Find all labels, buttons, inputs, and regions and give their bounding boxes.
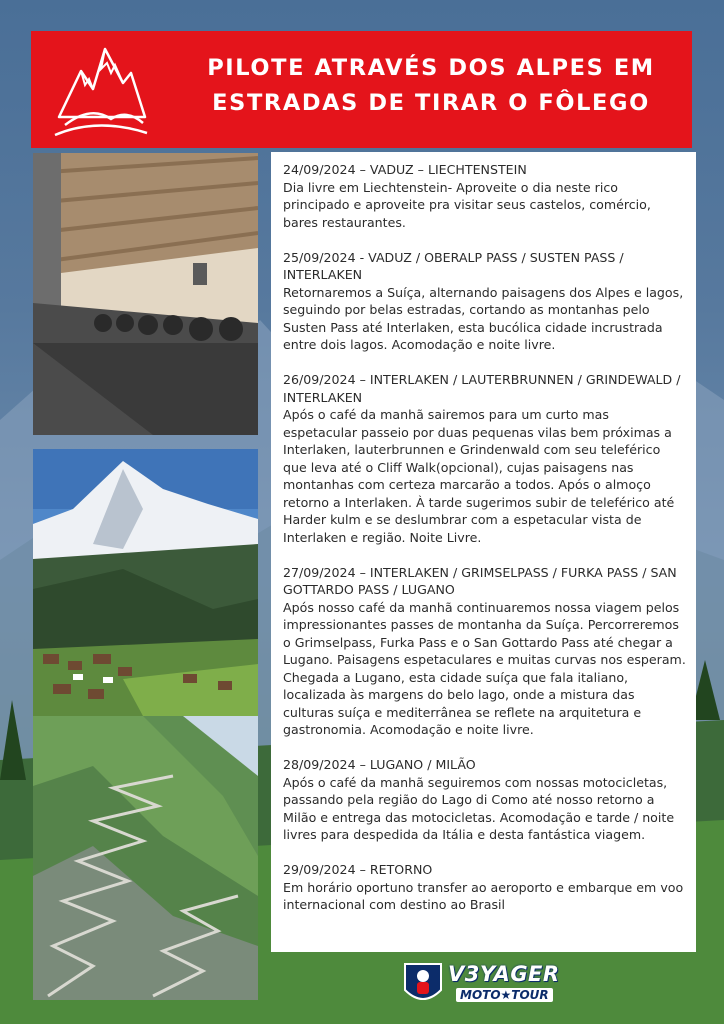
title-line-2: ESTRADAS DE TIRAR O FÔLEGO bbox=[212, 90, 650, 116]
mountain-icon bbox=[51, 39, 151, 139]
day-description: Após nosso café da manhã continuaremos nossa viagem pelos impressionantes passes de montanha da Suíça. Percorreremos o Grimselpass, Furka Pass e o San Gottardo Pass até chegar a Lugano. Paisagens espetaculares e muitas curvas nos esperam. Chegada a Lugano, esta cidade suíça que fala italiano, localizada às margens do belo lago, onde a mistura das culturas suíça e mediterrânea se reflete na arquitetura e gastronomia. Acomodação e noite livre. bbox=[283, 599, 686, 737]
itinerary-day bbox=[283, 249, 686, 354]
motorcycle-museum-photo bbox=[33, 153, 258, 435]
mountain-pass-road-photo bbox=[33, 716, 258, 1000]
day-description: Em horário oportuno transfer ao aeroporto e embarque em voo internacional com destino ao Brasil bbox=[283, 879, 684, 912]
itinerary-day bbox=[283, 756, 686, 844]
itinerary-day bbox=[283, 161, 686, 231]
day-title: 28/09/2024 – LUGANO / MILÃO bbox=[283, 757, 476, 772]
rider-shield-icon bbox=[402, 960, 444, 1008]
day-title: 29/09/2024 – RETORNO bbox=[283, 862, 433, 877]
brand-logo bbox=[402, 960, 574, 1010]
day-title: 26/09/2024 – INTERLAKEN / LAUTERBRUNNEN / GRINDEWALD / INTERLAKEN bbox=[283, 372, 681, 405]
day-description: Retornaremos a Suíça, alternando paisagens dos Alpes e lagos, seguindo por belas estradas, cortando as montanhas pelo Susten Pass até Interlaken, esta bucólica cidade incrustrada entre dois lagos. Acomodação e noite livre. bbox=[283, 284, 684, 352]
title-line-1: PILOTE ATRAVÉS DOS ALPES EM bbox=[207, 55, 655, 81]
day-description: Dia livre em Liechtenstein- Aproveite o dia neste rico principado e aproveite pra visitar seus castelos, comércio, bares restaurantes. bbox=[283, 179, 651, 230]
page-title bbox=[191, 51, 671, 121]
day-title: 25/09/2024 - VADUZ / OBERALP PASS / SUSTEN PASS / INTERLAKEN bbox=[283, 249, 624, 282]
brand-tagline: MOTO★TOUR bbox=[456, 988, 553, 1002]
itinerary-day bbox=[283, 861, 686, 914]
itinerary-day bbox=[283, 564, 686, 739]
itinerary-panel bbox=[271, 152, 696, 952]
day-title: 27/09/2024 – INTERLAKEN / GRIMSELPASS / FURKA PASS / SAN GOTTARDO PASS / LUGANO bbox=[283, 564, 677, 597]
header-banner bbox=[31, 31, 692, 148]
day-title: 24/09/2024 – VADUZ – LIECHTENSTEIN bbox=[283, 162, 527, 177]
day-description: Após o café da manhã seguiremos com nossas motocicletas, passando pela região do Lago di Como até nosso retorno a Milão e entrega das motocicletas. Acomodação e tarde / noite livres para despedida da Itália e desta fantástica viagem. bbox=[283, 774, 675, 842]
day-description: Após o café da manhã sairemos para um curto mas espetacular passeio por duas pequenas vilas bem próximas a Interlaken, lauterbrunnen e Grindenwald com seu teleférico que leva até o Cliff Walk(opcional), cujas paisagens nas montanhas com certeza marcarão a todos. Após o almoço retorno a Interlaken. À tarde sugerimos subir de teleférico até Harder kulm e se deslumbrar com a espetacular vista de Interlaken e região. Noite Livre. bbox=[283, 407, 675, 545]
itinerary-day bbox=[283, 371, 686, 546]
alpine-village-photo bbox=[33, 449, 258, 716]
brand-name: V3YAGER bbox=[448, 962, 560, 986]
